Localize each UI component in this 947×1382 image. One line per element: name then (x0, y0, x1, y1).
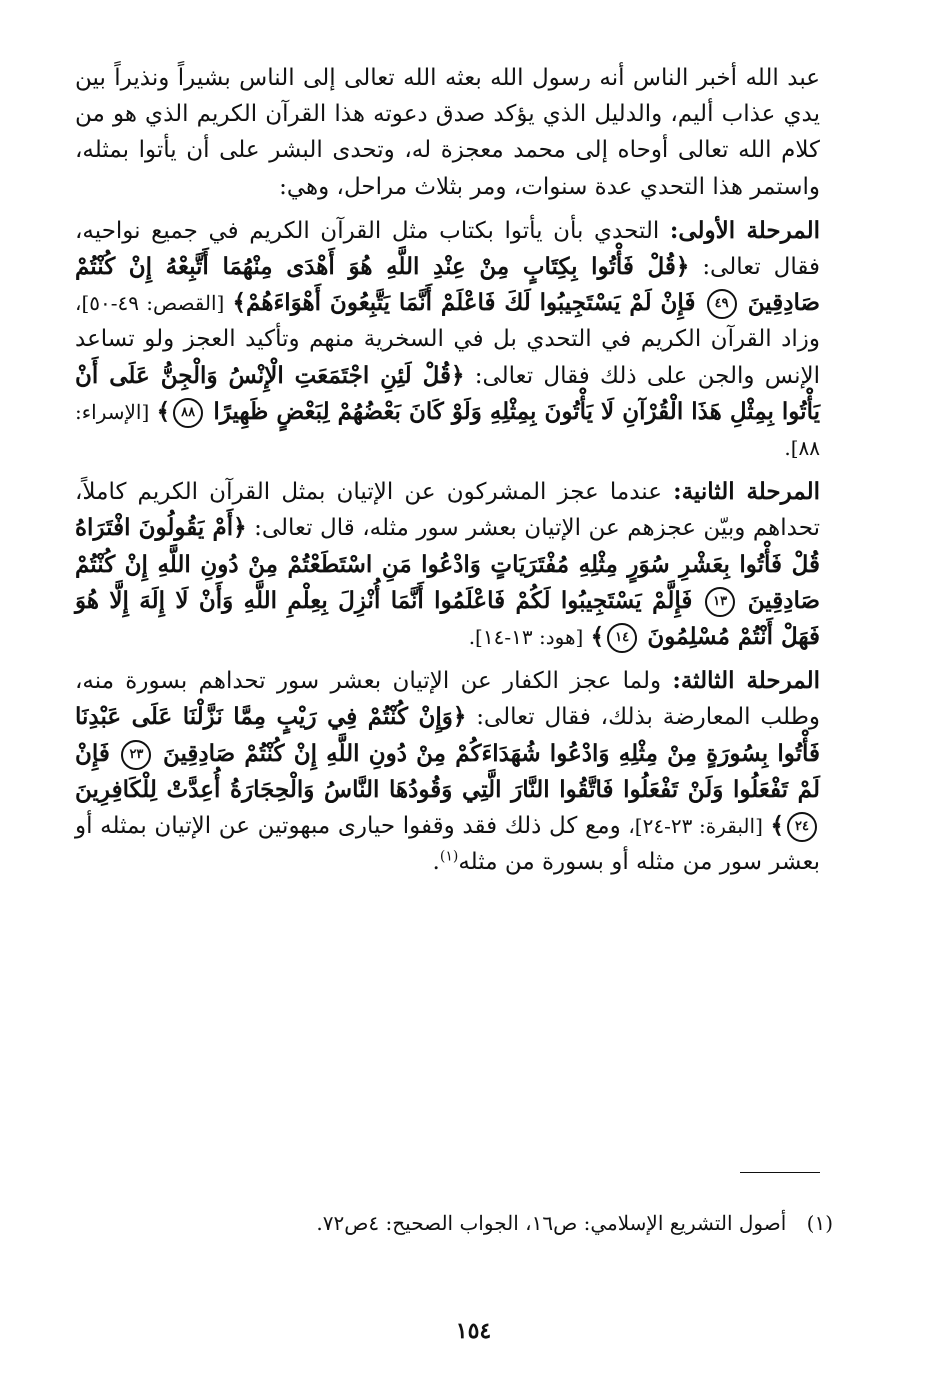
stage1-title: المرحلة الأولى: (669, 216, 820, 244)
stage2-verse1b: فَإِلَّمْ يَسْتَجِيبُوا لَكُمْ فَاعْلَمُوا أَنَّمَا أُنْزِلَ بِعِلْمِ اللَّهِ وَأَنْ لَا إِلَهَ إِلَّا هُوَ فَهَلْ أَنْتُمْ مُسْلِمُونَ (75, 586, 820, 651)
stage1-text1: التحدي بأن يأتوا بكتاب مثل القرآن الكريم في جميع نواحيه، فقال تعالى: (75, 217, 821, 281)
stage3-text2: ومع كل ذلك فقد وقفوا حيارى مبهوتين عن الإتيان بمثله أو بعشر سور من مثله أو بسورة من مثله (75, 813, 820, 876)
stage3-verse1: ﴿وَإِنْ كُنْتُمْ فِي رَيْبٍ مِمَّا نَزَّلْنَا عَلَى عَبْدِنَا فَأْتُوا بِسُورَةٍ مِنْ مِثْلِهِ وَادْعُوا شُهَدَاءَكُمْ مِنْ دُونِ اللَّهِ إِنْ كُنْتُمْ صَادِقِينَ (75, 703, 821, 767)
stage2-verse1: ﴿أَمْ يَقُولُونَ افْتَرَاهُ قُلْ فَأْتُوا بِعَشْرِ سُوَرٍ مِثْلِهِ مُفْتَرَيَاتٍ وَادْعُوا مَنِ اسْتَطَعْتُمْ مِنْ دُونِ اللَّهِ إِنْ كُنْتُمْ صَادِقِينَ (75, 514, 821, 614)
verse-close-bracket: ﴾ (590, 623, 605, 651)
stage3-verse1b: فَإِنْ لَمْ تَفْعَلُوا وَلَنْ تَفْعَلُوا فَاتَّقُوا النَّارَ الَّتِي وَقُودُهَا النَّاسُ وَالْحِجَارَةُ أُعِدَّتْ لِلْكَافِرِينَ (75, 739, 820, 803)
ayah-marker: ١٣ (705, 587, 735, 617)
footnote-reference[interactable]: (١) (439, 848, 459, 865)
stage2-title: المرحلة الثانية: (673, 478, 820, 506)
stage1-text2: وزاد القرآن الكريم في التحدي بل في السخرية منهم وتأكيد العجز ولو تساعد الإنس والجن على ذلك فقال تعالى: (75, 326, 821, 389)
verse-close-bracket: ﴾ (770, 812, 785, 840)
stage3-text1: ولما عجز الكفار عن الإتيان بعشر سور تحداهم بسورة منه، وطلب المعارضة بذلك، فقال تعالى: (75, 668, 820, 731)
ayah-marker: ١٤ (607, 623, 637, 653)
stage1-citation1: [القصص: ٤٩-٥٠]، (75, 291, 225, 316)
footnote-number: (١) (806, 1211, 833, 1235)
page-number: ١٥٤ (455, 1318, 492, 1344)
ayah-marker: ٢٣ (121, 740, 151, 770)
stage1-verse1b: فَإِنْ لَمْ يَسْتَجِيبُوا لَكَ فَاعْلَمْ أَنَّمَا يَتَّبِعُونَ أَهْوَاءَهُمْ﴾ (232, 289, 696, 317)
stage3-title: المرحلة الثالثة: (672, 667, 820, 695)
footnote (75, 1208, 833, 1238)
stage3-citation: [البقرة: ٢٣-٢٤]، (628, 814, 763, 839)
ayah-marker: ٢٤ (787, 812, 817, 842)
ayah-marker: ٨٨ (173, 398, 203, 428)
stage3-paragraph (75, 663, 820, 880)
stage1-paragraph (75, 213, 820, 466)
ayah-marker: ٤٩ (707, 289, 737, 319)
intro-text: عبد الله أخبر الناس أنه رسول الله بعثه الله تعالى إلى الناس بشيراً ونذيراً بين يدي عذاب أليم، والدليل الذي يؤكد صدق دعوته هذا القرآن الكريم الذي هو من كلام الله تعالى أوحاه إلى محمد معجزة له، وتحدى البشر على أن يأتوا بمثله، واستمر هذا التحدي عدة سنوات، ومر بثلاث مراحل، وهي: (75, 65, 820, 200)
footnote-text: أصول التشريع الإسلامي: ص١٦، الجواب الصحيح: ٤ص٧٢. (316, 1211, 787, 1235)
stage1-citation2: [الإسراء: ٨٨]. (75, 399, 820, 461)
verse-close-bracket: ﴾ (156, 397, 171, 425)
stage1-verse1: ﴿قُلْ فَأْتُوا بِكِتَابٍ مِنْ عِنْدِ اللَّهِ هُوَ أَهْدَى مِنْهُمَا أَتَّبِعْهُ إِنْ كُنْتُمْ صَادِقِينَ (75, 253, 821, 317)
stage2-paragraph (75, 474, 820, 655)
footnote-divider (740, 1172, 820, 1173)
page-body (75, 60, 820, 1360)
intro-paragraph (75, 60, 820, 205)
stage1-verse2: ﴿قُلْ لَئِنِ اجْتَمَعَتِ الْإِنْسُ وَالْجِنُّ عَلَى أَنْ يَأْتُوا بِمِثْلِ هَذَا الْقُرْآنِ لَا يَأْتُونَ بِمِثْلِهِ وَلَوْ كَانَ بَعْضُهُمْ لِبَعْضٍ ظَهِيرًا (75, 361, 820, 425)
stage3-text2-end: . (432, 849, 440, 876)
stage2-text1: عندما عجز المشركون عن الإتيان بمثل القرآن الكريم كاملاً، تحداهم وبيّن عجزهم عن الإتيان بعشر سور مثله، قال تعالى: (75, 479, 820, 542)
stage2-citation: [هود: ١٣-١٤]. (468, 625, 584, 650)
